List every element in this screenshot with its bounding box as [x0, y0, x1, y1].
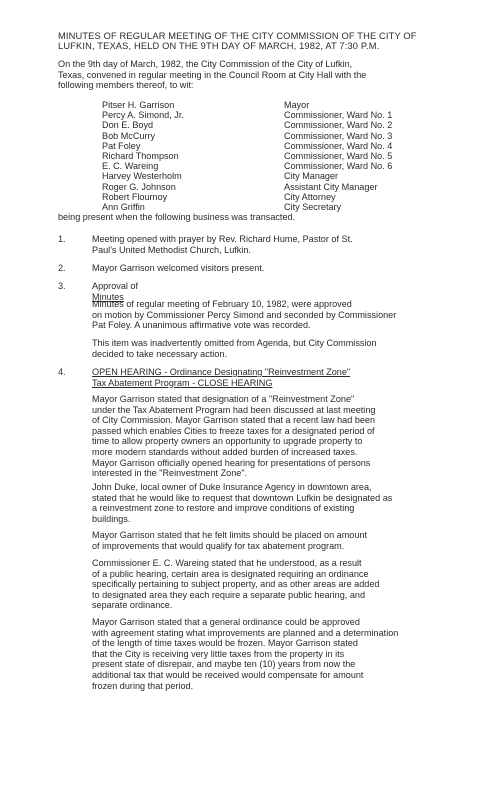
member-name: Richard Thompson [102, 150, 179, 161]
member-row [102, 120, 442, 130]
item-number: 3. [58, 281, 66, 291]
member-name: Percy A. Simond, Jr. [102, 110, 184, 121]
member-name: Don E. Boyd [102, 120, 154, 131]
document-title [58, 31, 478, 52]
member-role: Commissioner, Ward No. 1 [284, 110, 393, 121]
para-line: Mayor Garrison stated that he felt limits should be placed on amount [92, 530, 367, 540]
para-line: frozen during that period. [92, 680, 194, 691]
heading-underlined: Minutes [92, 291, 124, 302]
para-line: of improvements that would qualify for tax abatement program. [92, 540, 345, 551]
member-row [102, 100, 442, 110]
item-number: 4. [58, 367, 66, 377]
item3-paragraph-2 [92, 338, 482, 359]
para-line: passed which enables Cities to freeze taxes for a designated period of [92, 425, 375, 436]
item4-paragraph-1 [92, 394, 482, 479]
member-role: City Attorney [284, 191, 336, 202]
heading-prefix: Approval of [92, 281, 139, 291]
item-number: 1. [58, 234, 66, 244]
para-line: John Duke, local owner of Duke Insurance Agency in downtown area, [92, 482, 372, 492]
para-line: on motion by Commissioner Percy Simond and seconded by Commissioner [92, 309, 397, 320]
heading-line: Tax Abatement Program - CLOSE HEARING [92, 377, 273, 388]
title-line: MINUTES OF REGULAR MEETING OF THE CITY COMMISSION OF THE CITY OF [58, 31, 417, 41]
member-role: Mayor [284, 100, 310, 110]
member-name: Pat Foley [102, 140, 141, 151]
member-role: Commissioner, Ward No. 3 [284, 130, 393, 141]
member-row [102, 110, 442, 120]
intro-line: following members thereof, to wit: [58, 80, 194, 91]
member-name: Bob McCurry [102, 130, 156, 141]
para-line: of a public hearing, certain area is designated requiring an ordinance [92, 568, 369, 579]
para-line: This item was inadvertently omitted from Agenda, but City Commission [92, 338, 377, 348]
para-line: separate ordinance. [92, 600, 173, 611]
member-role: Commissioner, Ward No. 2 [284, 120, 393, 131]
item3-paragraph-1 [92, 299, 482, 331]
member-row [102, 202, 442, 212]
member-role: Assistant City Manager [284, 181, 378, 192]
member-role: City Manager [284, 171, 339, 182]
item-text [92, 263, 482, 274]
heading-line: OPEN HEARING - Ordinance Designating "Reinvestment Zone" [92, 367, 351, 377]
member-row [102, 151, 442, 161]
para-line: Mayor Garrison officially opened hearing for presentations of persons [92, 457, 371, 468]
member-row [102, 131, 442, 141]
para-line: stated that he would like to request that downtown Lufkin be designated as [92, 492, 393, 503]
member-name: Roger G. Johnson [102, 181, 176, 192]
item4-paragraph-5 [92, 617, 482, 691]
para-line: buildings. [92, 513, 131, 524]
member-name: Harvey Westerholm [102, 171, 182, 182]
intro-line: Texas, convened in regular meeting in the Council Room at City Hall with the [58, 69, 367, 80]
para-line: a reinvestment zone to restore and improve conditions of existing [92, 503, 355, 514]
para-line: interested in the "Reinvestment Zone". [92, 468, 248, 479]
member-role: City Secretary [284, 201, 342, 212]
member-role: Commissioner, Ward No. 4 [284, 140, 393, 151]
para-line: Commissioner E. C. Wareing stated that he understood, as a result [92, 558, 362, 568]
para-line: more modern standards without added burden of increased taxes. [92, 446, 358, 457]
member-row [102, 161, 442, 171]
scan-footer-noise [2, 786, 488, 794]
item-line: Mayor Garrison welcomed visitors present. [92, 263, 265, 273]
para-line: additional tax that would be received would compensate for amount [92, 669, 364, 680]
item-line: Meeting opened with prayer by Rev. Richard Hume, Pastor of St. [92, 234, 353, 244]
member-role: Commissioner, Ward No. 5 [284, 150, 393, 161]
para-line: specifically pertaining to subject property, and as other areas are added [92, 579, 380, 590]
item-heading [92, 367, 482, 388]
intro-paragraph [58, 59, 478, 91]
being-present-line: being present when the following business was transacted. [58, 212, 296, 222]
para-line: Pat Foley. A unanimous affirmative vote was recorded. [92, 320, 311, 331]
intro-line: On the 9th day of March, 1982, the City Commission of the City of Lufkin, [58, 59, 353, 69]
item-line: Paul's United Methodist Church, Lufkin. [92, 244, 251, 255]
member-row [102, 182, 442, 192]
para-line: decided to take necessary action. [92, 348, 227, 359]
member-name: Ann Griffin [102, 201, 145, 212]
member-name: E. C. Wareing [102, 161, 159, 172]
member-row [102, 171, 442, 181]
item4-paragraph-3 [92, 530, 482, 551]
para-line: Minutes of regular meeting of February 10, 1982, were approved [92, 299, 352, 309]
para-line: to designated area they each require a separate public hearing, and [92, 589, 366, 600]
para-line: present state of disrepair, and maybe ten (10) years from now the [92, 659, 356, 670]
member-name: Robert Flournoy [102, 191, 168, 202]
para-line: that the City is receiving very little taxes from the property in its [92, 648, 345, 659]
item4-paragraph-2 [92, 482, 482, 524]
para-line: of the length of time taxes would be frozen. Mayor Garrison stated [92, 638, 358, 649]
member-name: Pitser H. Garrison [102, 100, 175, 110]
member-role: Commissioner, Ward No. 6 [284, 161, 393, 172]
para-line: Mayor Garrison stated that designation of a "Reinvestment Zone" [92, 394, 355, 404]
para-line: Mayor Garrison stated that a general ordinance could be approved [92, 617, 360, 627]
title-line: LUFKIN, TEXAS, HELD ON THE 9TH DAY OF MARCH, 1982, AT 7:30 P.M. [58, 41, 380, 52]
para-line: time to allow property owners an opportunity to upgrade property to [92, 436, 363, 447]
member-roster [102, 100, 442, 212]
member-row [102, 141, 442, 151]
member-row [102, 192, 442, 202]
para-line: under the Tax Abatement Program had been discussed at last meeting [92, 404, 376, 415]
item4-paragraph-4 [92, 558, 482, 611]
para-line: of City Commission. Mayor Garrison stated that a recent law had been [92, 415, 376, 426]
para-line: with agreement stating what improvements are planned and a determination [92, 627, 399, 638]
item-text [92, 234, 482, 255]
item-number: 2. [58, 263, 66, 273]
